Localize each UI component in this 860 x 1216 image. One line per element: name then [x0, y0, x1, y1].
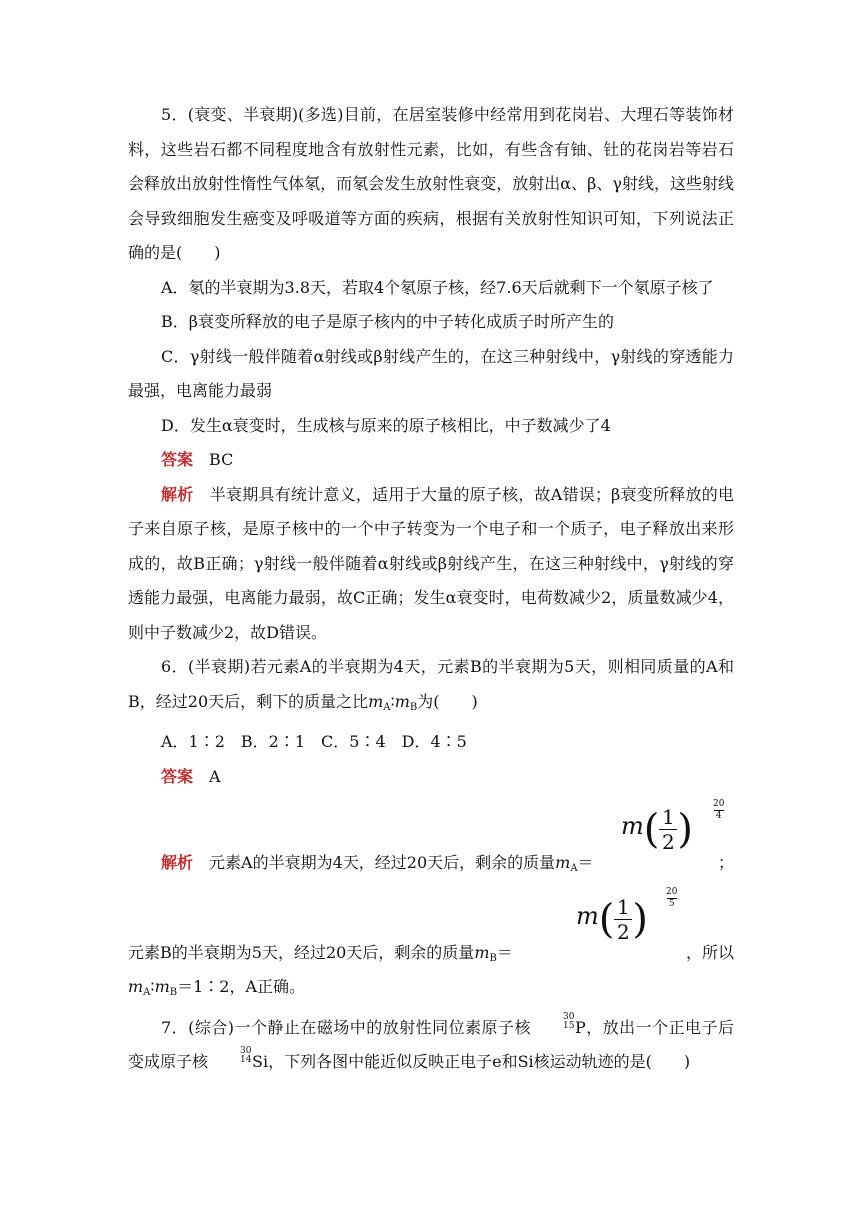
q6-stem	[128, 650, 734, 725]
q6-options: A．1∶2 B．2∶1 C．5∶4 D．4∶5	[161, 732, 467, 751]
q5-option-c: C．γ射线一般伴随着α射线或β射线产生的，在这三种射线中，γ射线的穿透能力最强，电离能力最弱	[128, 346, 734, 400]
subscript-b: B	[409, 701, 418, 713]
q5-option-d: D．发生α衰变时，生成核与原来的原子核相比，中子数减少了4	[161, 415, 611, 435]
formula-mass-a: m( $\frac{1}{2}$ ) 20 4	[621, 799, 725, 854]
q5-option-b: B．β衰变所释放的电子是原子核内的中子转化成质子时所产生的	[161, 312, 615, 331]
m-symbol: m	[394, 691, 410, 711]
q5-analysis	[128, 478, 734, 651]
q5-answer	[128, 443, 734, 478]
q6-analysis-result: $m_A∶m_B=1∶2$，A正确。	[128, 977, 306, 998]
analysis-label: 解析	[161, 853, 194, 872]
q6-answer	[128, 760, 734, 795]
q6-analysis-line1	[128, 794, 734, 882]
ratio-separator: ∶	[390, 691, 395, 711]
formula-mass-b: m( $\frac{1}{2}$ ) 20 5	[576, 887, 678, 944]
answer-value: A	[209, 766, 221, 786]
q5-option-a: A．氡的半衰期为3.8天，若取4个氡原子核，经7.6天后就剩下一个氡原子核了	[161, 277, 714, 297]
document-page	[128, 98, 734, 1080]
subscript-a: A	[383, 701, 391, 713]
q7-stem: 7．(综合)一个静止在磁场中的放射性同位素原子核 30 15 P，放出一个正电子后变成原子核 30 14 Si，下列各图中能近似反映正电子e和Si核运动轨迹的是( )	[128, 1011, 734, 1080]
analysis-text: 半衰期具有统计意义，适用于大量的原子核，故A错误；β衰变所释放的电子来自原子核，是原子核中的一个中子转变为一个电子和一个质子，电子释放出来形成的，故B正确；γ射线一般伴随着α射线或β射线产生，在这三种射线中，γ射线的穿透能力最强，电离能力最弱，故C正确；发生α衰变时，电荷数减少2，质量数减少4，则中子数减少2，故D错误。	[128, 484, 734, 642]
q6-analysis-text1: 解析 元素A的半衰期为4天，经过20天后，剩余的质量$m_A=$ ；	[161, 853, 734, 874]
answer-value: BC	[209, 450, 234, 469]
q6-stem-text: 6．(半衰期)若元素A的半衰期为4天，元素B的半衰期为5天，则相同质量的A和B，经过20天后，剩下的质量之比	[128, 657, 734, 711]
answer-label: 答案	[161, 450, 194, 469]
phosphorus-nuclide: 30 15 P	[562, 1011, 586, 1037]
q6-stem-end: 为( )	[417, 691, 478, 711]
silicon-nuclide: 30 14 Si	[240, 1046, 269, 1071]
q6-analysis-line2	[128, 882, 734, 970]
analysis-label: 解析	[161, 484, 194, 504]
q6-analysis-text2: 元素B的半衰期为5天，经过20天后，剩余的质量$m_B=$ ，所以	[128, 943, 734, 964]
q5-stem: 5．(衰变、半衰期)(多选)目前，在居室装修中经常用到花岗岩、大理石等装饰材料，这些岩石都不同程度地含有放射性元素，比如，有些含有铀、钍的花岗岩等岩石会释放出放射性惰性气体氡，而氡会发生放射性衰变，放射出α、β、γ射线，这些射线会导致细胞发生癌变及呼吸道等方面的疾病，根据有关放射性知识可知，下列说法正确的是( )	[128, 105, 734, 262]
m-symbol: m	[368, 691, 384, 711]
answer-label: 答案	[161, 766, 194, 786]
